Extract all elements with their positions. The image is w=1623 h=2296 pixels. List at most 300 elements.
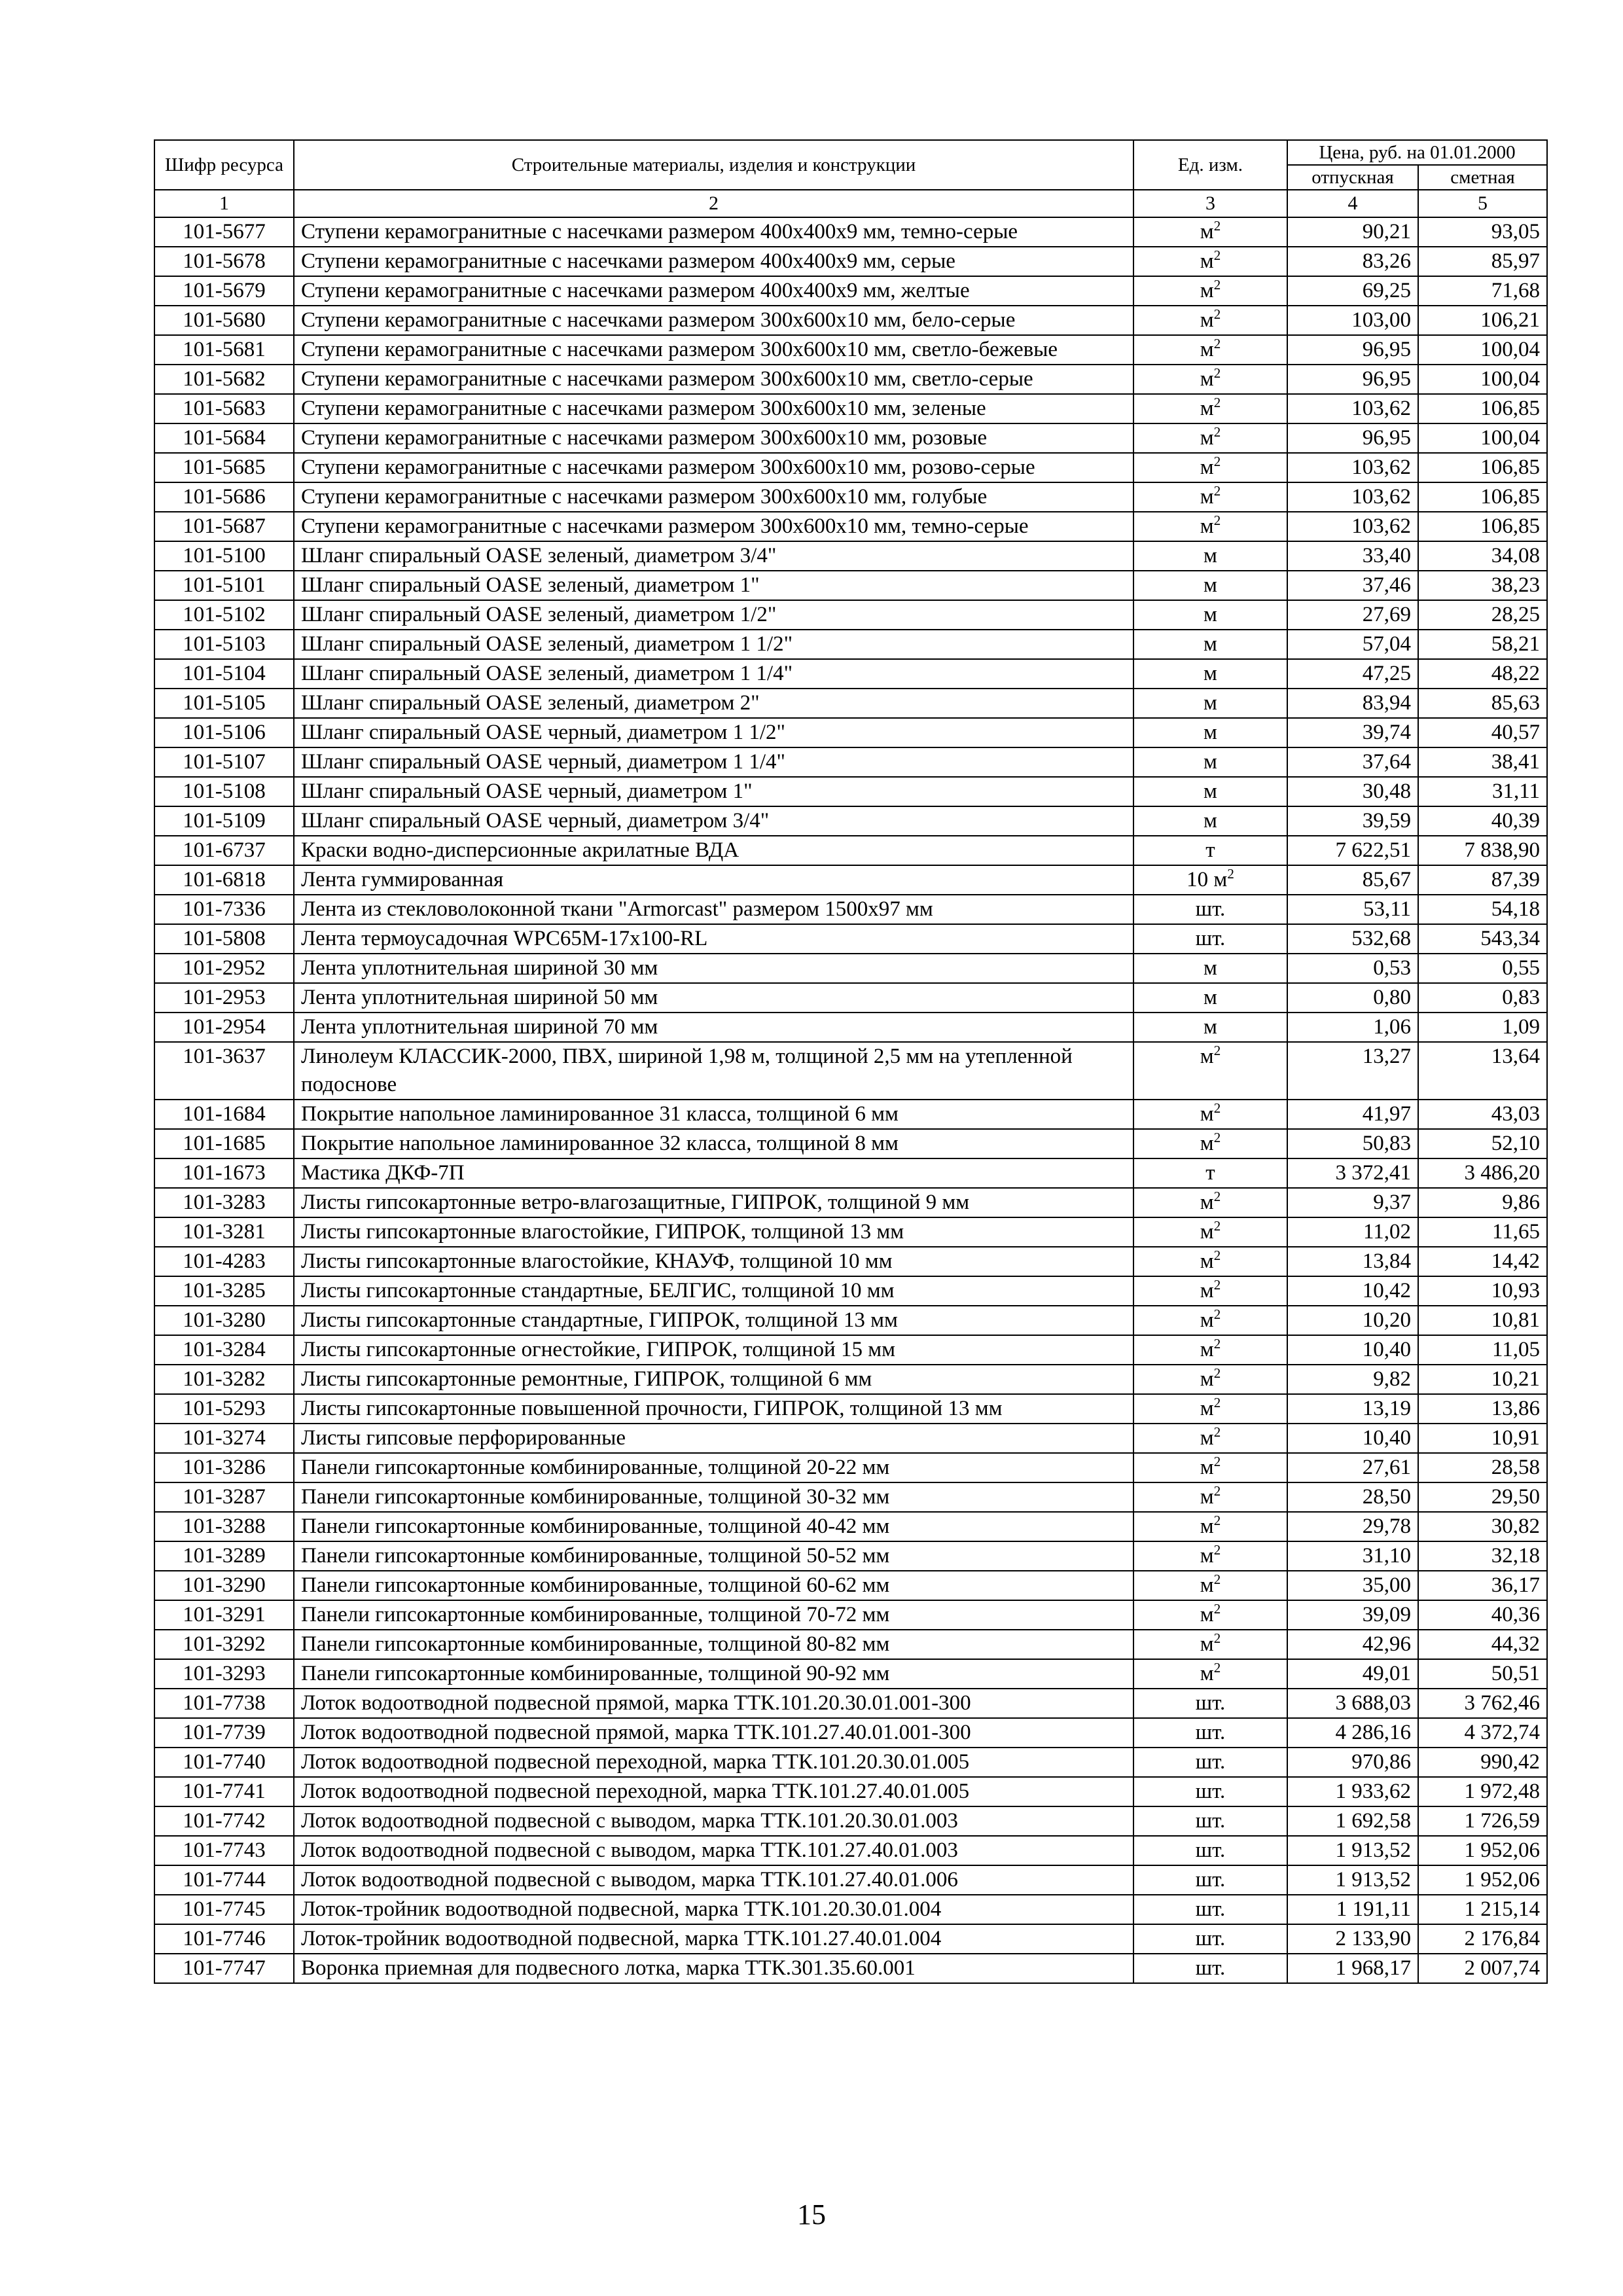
unit-text: м bbox=[1200, 514, 1214, 538]
release-price-cell: 1 913,52 bbox=[1287, 1836, 1418, 1865]
estimate-price-cell: 38,23 bbox=[1418, 571, 1547, 600]
release-price-cell: 1 191,11 bbox=[1287, 1895, 1418, 1924]
material-name-cell: Листы гипсокартонные влагостойкие, ГИПРОК, толщиной 13 мм bbox=[294, 1217, 1133, 1247]
release-price-cell: 31,10 bbox=[1287, 1541, 1418, 1571]
unit-text: м bbox=[1200, 308, 1214, 332]
estimate-price-cell: 1 952,06 bbox=[1418, 1865, 1547, 1895]
estimate-price-cell: 58,21 bbox=[1418, 630, 1547, 659]
estimate-price-cell: 10,93 bbox=[1418, 1276, 1547, 1306]
header-name: Строительные материалы, изделия и конструкции bbox=[294, 140, 1133, 190]
unit-superscript: 2 bbox=[1213, 247, 1221, 263]
unit-text: м bbox=[1200, 1485, 1214, 1509]
resource-code-cell: 101-5101 bbox=[154, 571, 294, 600]
resource-code-cell: 101-7745 bbox=[154, 1895, 294, 1924]
estimate-price-cell: 40,36 bbox=[1418, 1600, 1547, 1630]
unit-text: шт. bbox=[1195, 1721, 1226, 1744]
table-row bbox=[154, 1100, 1547, 1129]
table-row bbox=[154, 512, 1547, 541]
unit-cell bbox=[1133, 335, 1287, 365]
unit-text: м bbox=[1200, 1249, 1214, 1273]
unit-text: м bbox=[1200, 1515, 1214, 1538]
unit-text: м bbox=[1200, 367, 1214, 391]
release-price-cell: 28,50 bbox=[1287, 1482, 1418, 1512]
column-numbers-row bbox=[154, 190, 1547, 217]
table-row bbox=[154, 541, 1547, 571]
resource-code-cell: 101-2952 bbox=[154, 954, 294, 983]
table-row bbox=[154, 1541, 1547, 1571]
table-row bbox=[154, 836, 1547, 865]
table-row bbox=[154, 924, 1547, 954]
unit-text: м bbox=[1200, 456, 1214, 479]
unit-cell bbox=[1133, 1718, 1287, 1748]
unit-superscript: 2 bbox=[1213, 1601, 1221, 1617]
resource-code-cell: 101-7746 bbox=[154, 1924, 294, 1954]
material-name-cell: Листы гипсокартонные влагостойкие, КНАУФ, толщиной 10 мм bbox=[294, 1247, 1133, 1276]
material-name-cell: Листы гипсокартонные стандартные, БЕЛГИС, толщиной 10 мм bbox=[294, 1276, 1133, 1306]
estimate-price-cell: 543,34 bbox=[1418, 924, 1547, 954]
material-name-cell: Ступени керамогранитные с насечками размером 300х600х10 мм, светло-серые bbox=[294, 365, 1133, 394]
resource-code-cell: 101-5680 bbox=[154, 306, 294, 335]
material-name-cell: Лоток водоотводной подвесной с выводом, марка ТТК.101.27.40.01.003 bbox=[294, 1836, 1133, 1865]
release-price-cell: 1,06 bbox=[1287, 1013, 1418, 1042]
release-price-cell: 7 622,51 bbox=[1287, 836, 1418, 865]
table-row bbox=[154, 423, 1547, 453]
header-unit: Ед. изм. bbox=[1133, 140, 1287, 190]
material-name-cell: Панели гипсокартонные комбинированные, толщиной 30-32 мм bbox=[294, 1482, 1133, 1512]
table-row bbox=[154, 1954, 1547, 1983]
release-price-cell: 2 133,90 bbox=[1287, 1924, 1418, 1954]
resource-code-cell: 101-5100 bbox=[154, 541, 294, 571]
material-name-cell: Шланг спиральный OASE зеленый, диаметром 2" bbox=[294, 689, 1133, 718]
unit-text: м bbox=[1200, 1279, 1214, 1302]
table-row bbox=[154, 453, 1547, 482]
table-row bbox=[154, 1482, 1547, 1512]
unit-superscript: 2 bbox=[1213, 1660, 1221, 1676]
unit-superscript: 2 bbox=[1213, 1277, 1221, 1293]
estimate-price-cell: 13,64 bbox=[1418, 1042, 1547, 1100]
resource-code-cell: 101-6737 bbox=[154, 836, 294, 865]
unit-text: м bbox=[1204, 691, 1217, 715]
table-row bbox=[154, 571, 1547, 600]
table-row bbox=[154, 1365, 1547, 1394]
resource-code-cell: 101-1685 bbox=[154, 1129, 294, 1158]
resource-code-cell: 101-5677 bbox=[154, 217, 294, 247]
unit-superscript: 2 bbox=[1213, 1513, 1221, 1528]
material-name-cell: Панели гипсокартонные комбинированные, толщиной 70-72 мм bbox=[294, 1600, 1133, 1630]
unit-text: м bbox=[1200, 1132, 1214, 1155]
unit-cell bbox=[1133, 1836, 1287, 1865]
unit-text: м bbox=[1200, 1397, 1214, 1420]
unit-cell bbox=[1133, 600, 1287, 630]
unit-text: м bbox=[1200, 1662, 1214, 1685]
unit-cell bbox=[1133, 482, 1287, 512]
material-name-cell: Ступени керамогранитные с насечками размером 300х600х10 мм, голубые bbox=[294, 482, 1133, 512]
release-price-cell: 69,25 bbox=[1287, 276, 1418, 306]
estimate-price-cell: 30,82 bbox=[1418, 1512, 1547, 1541]
unit-cell bbox=[1133, 1541, 1287, 1571]
material-name-cell: Лента термоусадочная WPC65M-17х100-RL bbox=[294, 924, 1133, 954]
release-price-cell: 96,95 bbox=[1287, 335, 1418, 365]
table-row bbox=[154, 718, 1547, 747]
unit-text: м bbox=[1204, 721, 1217, 744]
release-price-cell: 37,46 bbox=[1287, 571, 1418, 600]
unit-superscript: 2 bbox=[1227, 866, 1234, 882]
unit-text: м bbox=[1204, 544, 1217, 567]
estimate-price-cell: 85,97 bbox=[1418, 247, 1547, 276]
table-row bbox=[154, 1777, 1547, 1806]
estimate-price-cell: 50,51 bbox=[1418, 1659, 1547, 1689]
estimate-price-cell: 13,86 bbox=[1418, 1394, 1547, 1424]
release-price-cell: 83,26 bbox=[1287, 247, 1418, 276]
unit-cell bbox=[1133, 1158, 1287, 1188]
unit-text: шт. bbox=[1195, 1956, 1226, 1980]
release-price-cell: 13,19 bbox=[1287, 1394, 1418, 1424]
release-price-cell: 39,59 bbox=[1287, 806, 1418, 836]
unit-cell bbox=[1133, 1659, 1287, 1689]
estimate-price-cell: 10,91 bbox=[1418, 1424, 1547, 1453]
unit-cell bbox=[1133, 1777, 1287, 1806]
unit-cell bbox=[1133, 541, 1287, 571]
material-name-cell: Ступени керамогранитные с насечками размером 300х600х10 мм, темно-серые bbox=[294, 512, 1133, 541]
unit-cell bbox=[1133, 247, 1287, 276]
release-price-cell: 53,11 bbox=[1287, 895, 1418, 924]
table-row bbox=[154, 659, 1547, 689]
estimate-price-cell: 87,39 bbox=[1418, 865, 1547, 895]
resource-code-cell: 101-5685 bbox=[154, 453, 294, 482]
release-price-cell: 49,01 bbox=[1287, 1659, 1418, 1689]
unit-text: шт. bbox=[1195, 1780, 1226, 1803]
release-price-cell: 39,09 bbox=[1287, 1600, 1418, 1630]
material-name-cell: Воронка приемная для подвесного лотка, марка ТТК.301.35.60.001 bbox=[294, 1954, 1133, 1983]
unit-text: м bbox=[1204, 986, 1217, 1009]
resource-code-cell: 101-3287 bbox=[154, 1482, 294, 1512]
resource-code-cell: 101-3285 bbox=[154, 1276, 294, 1306]
table-row bbox=[154, 777, 1547, 806]
material-name-cell: Листы гипсокартонные огнестойкие, ГИПРОК, толщиной 15 мм bbox=[294, 1335, 1133, 1365]
resource-code-cell: 101-5808 bbox=[154, 924, 294, 954]
resource-code-cell: 101-5687 bbox=[154, 512, 294, 541]
unit-text: шт. bbox=[1195, 927, 1226, 950]
resource-code-cell: 101-5678 bbox=[154, 247, 294, 276]
table-header bbox=[154, 140, 1547, 217]
release-price-cell: 103,00 bbox=[1287, 306, 1418, 335]
unit-text: м bbox=[1200, 1220, 1214, 1244]
unit-superscript: 2 bbox=[1213, 1542, 1221, 1558]
resource-code-cell: 101-5105 bbox=[154, 689, 294, 718]
unit-cell bbox=[1133, 1895, 1287, 1924]
unit-cell bbox=[1133, 924, 1287, 954]
table-row bbox=[154, 1158, 1547, 1188]
column-number: 1 bbox=[154, 190, 294, 217]
material-name-cell: Лоток водоотводной подвесной с выводом, марка ТТК.101.20.30.01.003 bbox=[294, 1806, 1133, 1836]
unit-text: м bbox=[1200, 1191, 1214, 1214]
estimate-price-cell: 100,04 bbox=[1418, 365, 1547, 394]
unit-text: шт. bbox=[1195, 1868, 1226, 1892]
estimate-price-cell: 106,21 bbox=[1418, 306, 1547, 335]
resource-code-cell: 101-3293 bbox=[154, 1659, 294, 1689]
unit-text: шт. bbox=[1195, 1927, 1226, 1950]
unit-text: м bbox=[1204, 603, 1217, 626]
resource-code-cell: 101-3291 bbox=[154, 1600, 294, 1630]
unit-cell bbox=[1133, 276, 1287, 306]
table-row bbox=[154, 276, 1547, 306]
material-name-cell: Панели гипсокартонные комбинированные, толщиной 20-22 мм bbox=[294, 1453, 1133, 1482]
unit-text: шт. bbox=[1195, 1691, 1226, 1715]
resource-code-cell: 101-5681 bbox=[154, 335, 294, 365]
estimate-price-cell: 100,04 bbox=[1418, 335, 1547, 365]
unit-cell bbox=[1133, 1335, 1287, 1365]
header-code: Шифр ресурса bbox=[154, 140, 294, 190]
estimate-price-cell: 10,21 bbox=[1418, 1365, 1547, 1394]
material-name-cell: Лента уплотнительная шириной 30 мм bbox=[294, 954, 1133, 983]
table-row bbox=[154, 1042, 1547, 1100]
release-price-cell: 37,64 bbox=[1287, 747, 1418, 777]
unit-cell bbox=[1133, 1129, 1287, 1158]
unit-superscript: 2 bbox=[1213, 395, 1221, 410]
material-name-cell: Ступени керамогранитные с насечками размером 400х400х9 мм, темно-серые bbox=[294, 217, 1133, 247]
unit-text: т bbox=[1205, 838, 1215, 862]
material-name-cell: Листы гипсокартонные ремонтные, ГИПРОК, толщиной 6 мм bbox=[294, 1365, 1133, 1394]
release-price-cell: 13,84 bbox=[1287, 1247, 1418, 1276]
unit-cell bbox=[1133, 659, 1287, 689]
unit-cell bbox=[1133, 1188, 1287, 1217]
unit-text: м bbox=[1200, 1456, 1214, 1479]
unit-superscript: 2 bbox=[1213, 512, 1221, 528]
material-name-cell: Покрытие напольное ламинированное 31 класса, толщиной 6 мм bbox=[294, 1100, 1133, 1129]
unit-cell bbox=[1133, 217, 1287, 247]
material-name-cell: Листы гипсовые перфорированные bbox=[294, 1424, 1133, 1453]
unit-text: м bbox=[1200, 1632, 1214, 1656]
release-price-cell: 103,62 bbox=[1287, 482, 1418, 512]
table-row bbox=[154, 806, 1547, 836]
material-name-cell: Шланг спиральный OASE черный, диаметром 3/4" bbox=[294, 806, 1133, 836]
unit-cell bbox=[1133, 895, 1287, 924]
column-number: 3 bbox=[1133, 190, 1287, 217]
estimate-price-cell: 14,42 bbox=[1418, 1247, 1547, 1276]
resource-code-cell: 101-5109 bbox=[154, 806, 294, 836]
unit-text: м bbox=[1200, 1544, 1214, 1568]
material-name-cell: Панели гипсокартонные комбинированные, толщиной 50-52 мм bbox=[294, 1541, 1133, 1571]
unit-cell bbox=[1133, 453, 1287, 482]
resource-code-cell: 101-4283 bbox=[154, 1247, 294, 1276]
estimate-price-cell: 1 726,59 bbox=[1418, 1806, 1547, 1836]
resource-code-cell: 101-3288 bbox=[154, 1512, 294, 1541]
estimate-price-cell: 1 952,06 bbox=[1418, 1836, 1547, 1865]
table-row bbox=[154, 1689, 1547, 1718]
unit-superscript: 2 bbox=[1213, 1306, 1221, 1322]
material-name-cell: Шланг спиральный OASE зеленый, диаметром 1 1/2" bbox=[294, 630, 1133, 659]
unit-text: м bbox=[1204, 573, 1217, 597]
unit-superscript: 2 bbox=[1213, 365, 1221, 381]
estimate-price-cell: 7 838,90 bbox=[1418, 836, 1547, 865]
unit-cell bbox=[1133, 1453, 1287, 1482]
table-row bbox=[154, 1718, 1547, 1748]
column-number: 2 bbox=[294, 190, 1133, 217]
release-price-cell: 10,40 bbox=[1287, 1424, 1418, 1453]
release-price-cell: 96,95 bbox=[1287, 423, 1418, 453]
release-price-cell: 4 286,16 bbox=[1287, 1718, 1418, 1748]
unit-text: 10 м bbox=[1186, 868, 1228, 891]
release-price-cell: 33,40 bbox=[1287, 541, 1418, 571]
estimate-price-cell: 85,63 bbox=[1418, 689, 1547, 718]
unit-text: м bbox=[1200, 1102, 1214, 1126]
release-price-cell: 11,02 bbox=[1287, 1217, 1418, 1247]
estimate-price-cell: 3 486,20 bbox=[1418, 1158, 1547, 1188]
unit-superscript: 2 bbox=[1213, 277, 1221, 293]
unit-cell bbox=[1133, 836, 1287, 865]
release-price-cell: 3 372,41 bbox=[1287, 1158, 1418, 1188]
unit-text: м bbox=[1200, 1603, 1214, 1626]
estimate-price-cell: 48,22 bbox=[1418, 659, 1547, 689]
material-name-cell: Ступени керамогранитные с насечками размером 300х600х10 мм, розовые bbox=[294, 423, 1133, 453]
release-price-cell: 1 913,52 bbox=[1287, 1865, 1418, 1895]
unit-superscript: 2 bbox=[1213, 1218, 1221, 1234]
material-name-cell: Ступени керамогранитные с насечками размером 300х600х10 мм, розово-серые bbox=[294, 453, 1133, 482]
estimate-price-cell: 4 372,74 bbox=[1418, 1718, 1547, 1748]
release-price-cell: 47,25 bbox=[1287, 659, 1418, 689]
estimate-price-cell: 43,03 bbox=[1418, 1100, 1547, 1129]
estimate-price-cell: 28,25 bbox=[1418, 600, 1547, 630]
release-price-cell: 10,42 bbox=[1287, 1276, 1418, 1306]
unit-superscript: 2 bbox=[1213, 483, 1221, 499]
release-price-cell: 85,67 bbox=[1287, 865, 1418, 895]
resource-code-cell: 101-7739 bbox=[154, 1718, 294, 1748]
estimate-price-cell: 28,58 bbox=[1418, 1453, 1547, 1482]
unit-superscript: 2 bbox=[1213, 336, 1221, 351]
estimate-price-cell: 11,65 bbox=[1418, 1217, 1547, 1247]
estimate-price-cell: 34,08 bbox=[1418, 541, 1547, 571]
estimate-price-cell: 106,85 bbox=[1418, 482, 1547, 512]
estimate-price-cell: 38,41 bbox=[1418, 747, 1547, 777]
release-price-cell: 103,62 bbox=[1287, 394, 1418, 423]
material-name-cell: Лоток водоотводной подвесной прямой, марка ТТК.101.20.30.01.001-300 bbox=[294, 1689, 1133, 1718]
material-name-cell: Листы гипсокартонные повышенной прочности, ГИПРОК, толщиной 13 мм bbox=[294, 1394, 1133, 1424]
table-row bbox=[154, 1394, 1547, 1424]
resource-code-cell: 101-7742 bbox=[154, 1806, 294, 1836]
resource-code-cell: 101-7336 bbox=[154, 895, 294, 924]
resource-code-cell: 101-3637 bbox=[154, 1042, 294, 1100]
material-name-cell: Лоток водоотводной подвесной прямой, марка ТТК.101.27.40.01.001-300 bbox=[294, 1718, 1133, 1748]
estimate-price-cell: 0,55 bbox=[1418, 954, 1547, 983]
unit-cell bbox=[1133, 777, 1287, 806]
material-name-cell: Панели гипсокартонные комбинированные, толщиной 90-92 мм bbox=[294, 1659, 1133, 1689]
material-name-cell: Листы гипсокартонные стандартные, ГИПРОК, толщиной 13 мм bbox=[294, 1306, 1133, 1335]
unit-cell bbox=[1133, 1217, 1287, 1247]
estimate-price-cell: 1 215,14 bbox=[1418, 1895, 1547, 1924]
estimate-price-cell: 1,09 bbox=[1418, 1013, 1547, 1042]
table-row bbox=[154, 895, 1547, 924]
resource-code-cell: 101-5686 bbox=[154, 482, 294, 512]
unit-superscript: 2 bbox=[1213, 1247, 1221, 1263]
unit-cell bbox=[1133, 306, 1287, 335]
unit-cell bbox=[1133, 1365, 1287, 1394]
estimate-price-cell: 2 176,84 bbox=[1418, 1924, 1547, 1954]
unit-superscript: 2 bbox=[1213, 1365, 1221, 1381]
resource-code-cell: 101-5682 bbox=[154, 365, 294, 394]
unit-text: шт. bbox=[1195, 1750, 1226, 1774]
unit-text: м bbox=[1200, 1426, 1214, 1450]
unit-superscript: 2 bbox=[1213, 218, 1221, 234]
material-name-cell: Мастика ДКФ-7П bbox=[294, 1158, 1133, 1188]
release-price-cell: 30,48 bbox=[1287, 777, 1418, 806]
unit-text: т bbox=[1205, 1161, 1215, 1185]
unit-superscript: 2 bbox=[1213, 306, 1221, 322]
release-price-cell: 42,96 bbox=[1287, 1630, 1418, 1659]
page-number: 15 bbox=[797, 2198, 826, 2231]
material-name-cell: Панели гипсокартонные комбинированные, толщиной 60-62 мм bbox=[294, 1571, 1133, 1600]
unit-text: м bbox=[1200, 249, 1214, 273]
material-name-cell: Лента уплотнительная шириной 70 мм bbox=[294, 1013, 1133, 1042]
unit-superscript: 2 bbox=[1213, 1454, 1221, 1469]
unit-cell bbox=[1133, 954, 1287, 983]
column-number: 4 bbox=[1287, 190, 1418, 217]
release-price-cell: 13,27 bbox=[1287, 1042, 1418, 1100]
unit-text: м bbox=[1204, 956, 1217, 980]
resource-code-cell: 101-1684 bbox=[154, 1100, 294, 1129]
unit-cell bbox=[1133, 1630, 1287, 1659]
release-price-cell: 29,78 bbox=[1287, 1512, 1418, 1541]
resource-code-cell: 101-2954 bbox=[154, 1013, 294, 1042]
release-price-cell: 39,74 bbox=[1287, 718, 1418, 747]
material-name-cell: Шланг спиральный OASE зеленый, диаметром 3/4" bbox=[294, 541, 1133, 571]
table-row bbox=[154, 394, 1547, 423]
table-row bbox=[154, 1247, 1547, 1276]
estimate-price-cell: 54,18 bbox=[1418, 895, 1547, 924]
release-price-cell: 27,61 bbox=[1287, 1453, 1418, 1482]
material-name-cell: Лоток-тройник водоотводной подвесной, марка ТТК.101.27.40.01.004 bbox=[294, 1924, 1133, 1954]
unit-text: м bbox=[1200, 1308, 1214, 1332]
release-price-cell: 27,69 bbox=[1287, 600, 1418, 630]
table-row bbox=[154, 1600, 1547, 1630]
resource-code-cell: 101-5293 bbox=[154, 1394, 294, 1424]
unit-cell bbox=[1133, 1424, 1287, 1453]
table-row bbox=[154, 1217, 1547, 1247]
header-estimate: сметная bbox=[1418, 165, 1547, 190]
resource-code-cell: 101-7747 bbox=[154, 1954, 294, 1983]
unit-cell bbox=[1133, 1042, 1287, 1100]
unit-text: м bbox=[1204, 662, 1217, 685]
material-name-cell: Шланг спиральный OASE черный, диаметром 1 1/2" bbox=[294, 718, 1133, 747]
unit-cell bbox=[1133, 1013, 1287, 1042]
unit-cell bbox=[1133, 983, 1287, 1013]
resource-code-cell: 101-3280 bbox=[154, 1306, 294, 1335]
unit-cell bbox=[1133, 1924, 1287, 1954]
unit-text: шт. bbox=[1195, 1897, 1226, 1921]
unit-text: м bbox=[1200, 338, 1214, 361]
release-price-cell: 35,00 bbox=[1287, 1571, 1418, 1600]
unit-cell bbox=[1133, 1806, 1287, 1836]
unit-cell bbox=[1133, 1276, 1287, 1306]
table-row bbox=[154, 983, 1547, 1013]
unit-superscript: 2 bbox=[1213, 1630, 1221, 1646]
release-price-cell: 3 688,03 bbox=[1287, 1689, 1418, 1718]
unit-superscript: 2 bbox=[1213, 1100, 1221, 1116]
unit-cell bbox=[1133, 630, 1287, 659]
unit-cell bbox=[1133, 689, 1287, 718]
resource-code-cell: 101-3282 bbox=[154, 1365, 294, 1394]
material-name-cell: Покрытие напольное ламинированное 32 класса, толщиной 8 мм bbox=[294, 1129, 1133, 1158]
material-name-cell: Лента уплотнительная шириной 50 мм bbox=[294, 983, 1133, 1013]
estimate-price-cell: 31,11 bbox=[1418, 777, 1547, 806]
table-row bbox=[154, 1836, 1547, 1865]
unit-text: шт. bbox=[1195, 1839, 1226, 1862]
unit-cell bbox=[1133, 1512, 1287, 1541]
estimate-price-cell: 100,04 bbox=[1418, 423, 1547, 453]
release-price-cell: 10,20 bbox=[1287, 1306, 1418, 1335]
table-row bbox=[154, 630, 1547, 659]
table-row bbox=[154, 1630, 1547, 1659]
release-price-cell: 532,68 bbox=[1287, 924, 1418, 954]
